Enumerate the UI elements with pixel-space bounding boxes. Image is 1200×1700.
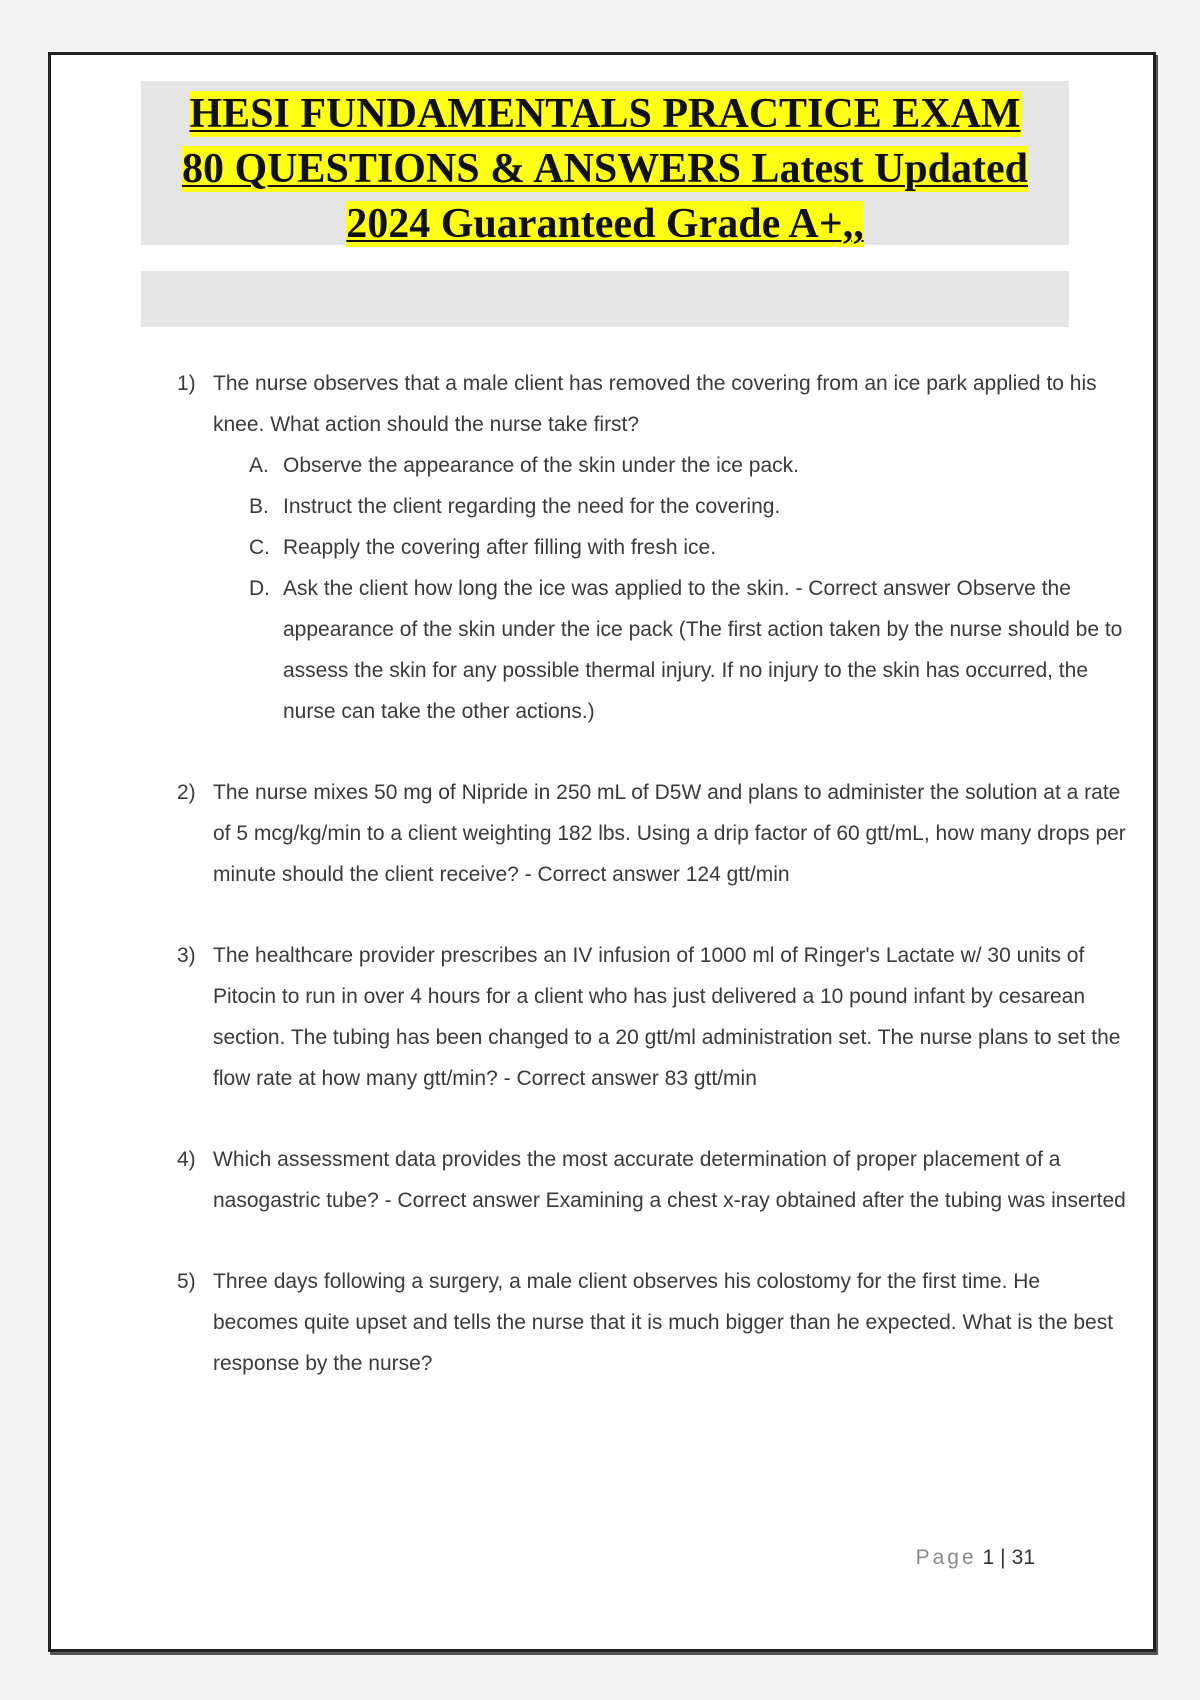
page-number: 1 [982, 1546, 995, 1569]
question-3 [177, 935, 1127, 1099]
title-line-3: 2024 Guaranteed Grade A+,, [346, 201, 864, 247]
question-text: The nurse mixes 50 mg of Nipride in 250 mL of D5W and plans to administer the solution at a rate of 5 mcg/kg/min to a client weighting 182 lbs. Using a drip factor of 60 gtt/mL, how many drops per minute should the client receive? - Correct answer 124 gtt/min [213, 781, 1126, 886]
option-letter: B. [249, 495, 269, 518]
option-letter: C. [249, 536, 270, 559]
question-number: 5) [177, 1270, 196, 1293]
option-a [249, 445, 1127, 486]
document-page [48, 52, 1156, 1652]
title-line-2: 80 QUESTIONS & ANSWERS Latest Updated [182, 146, 1028, 192]
option-d [249, 568, 1127, 732]
question-number: 2) [177, 781, 196, 804]
document-title [141, 87, 1069, 252]
option-text: Instruct the client regarding the need for the covering. [283, 495, 781, 518]
total-pages: 31 [1011, 1546, 1035, 1569]
question-5 [177, 1261, 1127, 1384]
option-b [249, 486, 1127, 527]
question-text: The nurse observes that a male client has removed the covering from an ice park applied to his knee. What action should the nurse take first? [213, 372, 1097, 436]
question-number: 4) [177, 1148, 196, 1171]
question-text: The healthcare provider prescribes an IV infusion of 1000 ml of Ringer's Lactate w/ 30 units of Pitocin to run in over 4 hours for a client who has just delivered a 10 pound infant by cesarean section. The tubing has been changed to a 20 gtt/ml administration set. The nurse plans to set the flow rate at how many gtt/min? - Correct answer 83 gtt/min [213, 944, 1121, 1090]
option-letter: A. [249, 454, 269, 477]
page-separator: | [1000, 1546, 1006, 1569]
page-footer [916, 1546, 1035, 1570]
question-number: 3) [177, 944, 196, 967]
option-letter: D. [249, 577, 270, 600]
option-text: Observe the appearance of the skin under the ice pack. [283, 454, 799, 477]
answer-options [213, 445, 1127, 732]
shaded-band [141, 271, 1069, 327]
question-number: 1) [177, 372, 196, 395]
question-2 [177, 772, 1127, 895]
title-line-1: HESI FUNDAMENTALS PRACTICE EXAM [189, 91, 1021, 137]
option-text: Ask the client how long the ice was applied to the skin. - Correct answer Observe the appearance of the skin under the ice pack (The first action taken by the nurse should be to assess the skin for any possible thermal injury. If no injury to the skin has occurred, the nurse can take the other actions.) [283, 577, 1123, 723]
question-list [177, 363, 1127, 1424]
question-text: Three days following a surgery, a male client observes his colostomy for the first time. He becomes quite upset and tells the nurse that it is much bigger than he expected. What is the best response by the nurse? [213, 1270, 1114, 1375]
option-c [249, 527, 1127, 568]
page-label: Page [915, 1546, 977, 1569]
question-4 [177, 1139, 1127, 1221]
option-text: Reapply the covering after filling with fresh ice. [283, 536, 717, 559]
question-text: Which assessment data provides the most accurate determination of proper placement of a nasogastric tube? - Correct answer Examining a chest x-ray obtained after the tubing was inserted [213, 1148, 1126, 1212]
question-1 [177, 363, 1127, 732]
title-box [141, 81, 1069, 245]
